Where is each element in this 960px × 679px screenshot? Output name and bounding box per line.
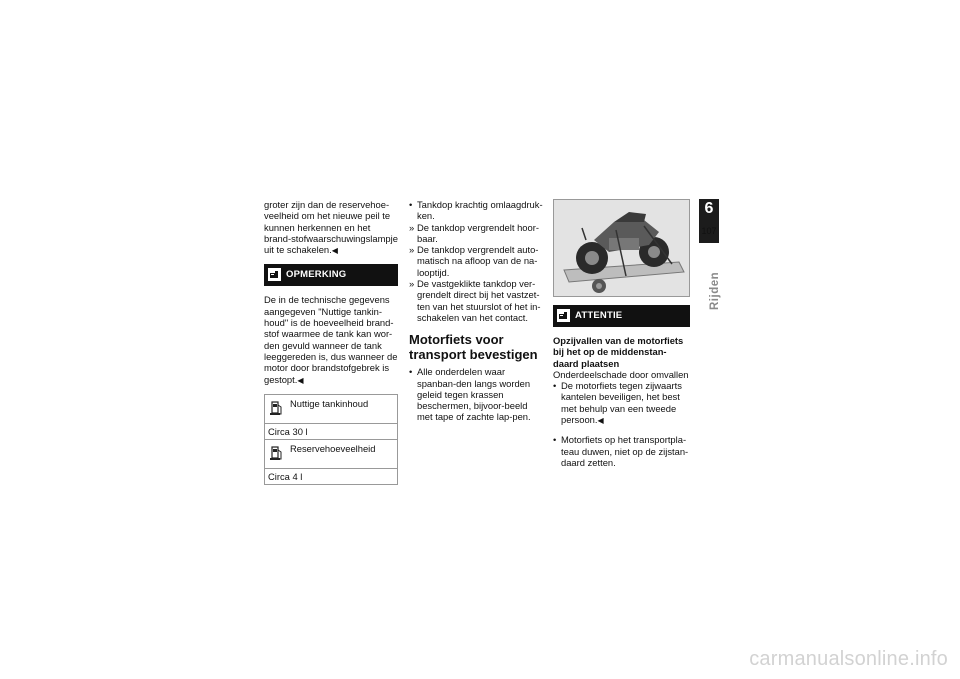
- fuel-pump-icon: [270, 401, 282, 418]
- note-banner: [264, 264, 398, 286]
- column-left: [264, 199, 398, 485]
- spec-box-reserve: [264, 440, 398, 485]
- note-text: De in de technische gegevens aangegeven "Nuttige tankin-houd" is de hoeveelheid brand-stof waarmee de tank kan wor-den gevuld wanneer de tank leeggereden is, dus wanneer de motor door brandstofgebrek is gestopt. ◀: [264, 294, 398, 385]
- motorcycle-on-trailer-image: [553, 199, 690, 297]
- note-label: OPMERKING: [286, 269, 347, 281]
- intro-paragraph: groter zijn dan de reservehoe-veelheid om het nieuwe peil te kunnen herkennen en het brand-stofwaarschuwingslampje uit te schakelen. ◀: [264, 199, 398, 256]
- spec-box-usable-capacity: [264, 394, 398, 440]
- spec2-value: Circa 4 l: [268, 471, 303, 483]
- chapter-number: 6: [704, 200, 714, 217]
- note-hand-icon: [268, 268, 281, 281]
- spec1-value: Circa 30 l: [268, 425, 308, 437]
- fuel-pump-icon: [270, 446, 282, 463]
- list-item: » De tankdop vergrendelt hoor-baar.: [409, 222, 543, 245]
- transport-steps: [409, 366, 543, 422]
- column-right: [553, 199, 690, 468]
- fuel-cap-steps: [409, 199, 543, 323]
- attention-steps: [553, 380, 690, 468]
- chapter-tab: [699, 199, 719, 243]
- column-middle: [409, 199, 543, 423]
- list-item: • Tankdop krachtig omlaagdruk-ken.: [409, 199, 543, 222]
- list-item: » De tankdop vergrendelt auto-matisch na afloop van de na-looptijd.: [409, 244, 543, 278]
- attention-subhead: Opzijvallen van de motorfiets bij het op de middenstan-daard plaatsen: [553, 335, 684, 369]
- list-item: » De vastgeklikte tankdop ver-grendelt direct bij het vastzet-ten van het stuurslot of het in-schakelen van het contact.: [409, 278, 543, 323]
- chapter-side-label: [699, 250, 721, 320]
- attention-subtext: Onderdeelschade door omvallen: [553, 368, 689, 380]
- list-item: • Alle onderdelen waar spanban-den langs worden geleid tegen krassen beschermen, bijvoor-beeld met tape of zachte lap-pen.: [409, 366, 543, 422]
- watermark: carmanualsonline.info: [749, 648, 948, 670]
- spec1-label: Nuttige tankinhoud: [290, 397, 369, 409]
- spec2-label: Reservehoeveelheid: [290, 443, 376, 455]
- list-item: • De motorfiets tegen zijwaarts kantelen beveiligen, het best met behulp van een tweede persoon. ◀: [553, 380, 690, 426]
- motorcycle-illustration: [554, 200, 689, 296]
- attention-label: ATTENTIE: [575, 310, 623, 321]
- section-heading: Motorfiets voor transport bevestigen: [409, 332, 538, 363]
- attention-banner: [553, 305, 690, 327]
- chapter-title: Rijden: [709, 271, 721, 310]
- warning-hand-icon: [557, 309, 570, 322]
- page-number: 107: [701, 226, 717, 236]
- list-item: • Motorfiets op het transportpla-teau duwen, niet op de zijstan-daard zetten.: [553, 434, 690, 468]
